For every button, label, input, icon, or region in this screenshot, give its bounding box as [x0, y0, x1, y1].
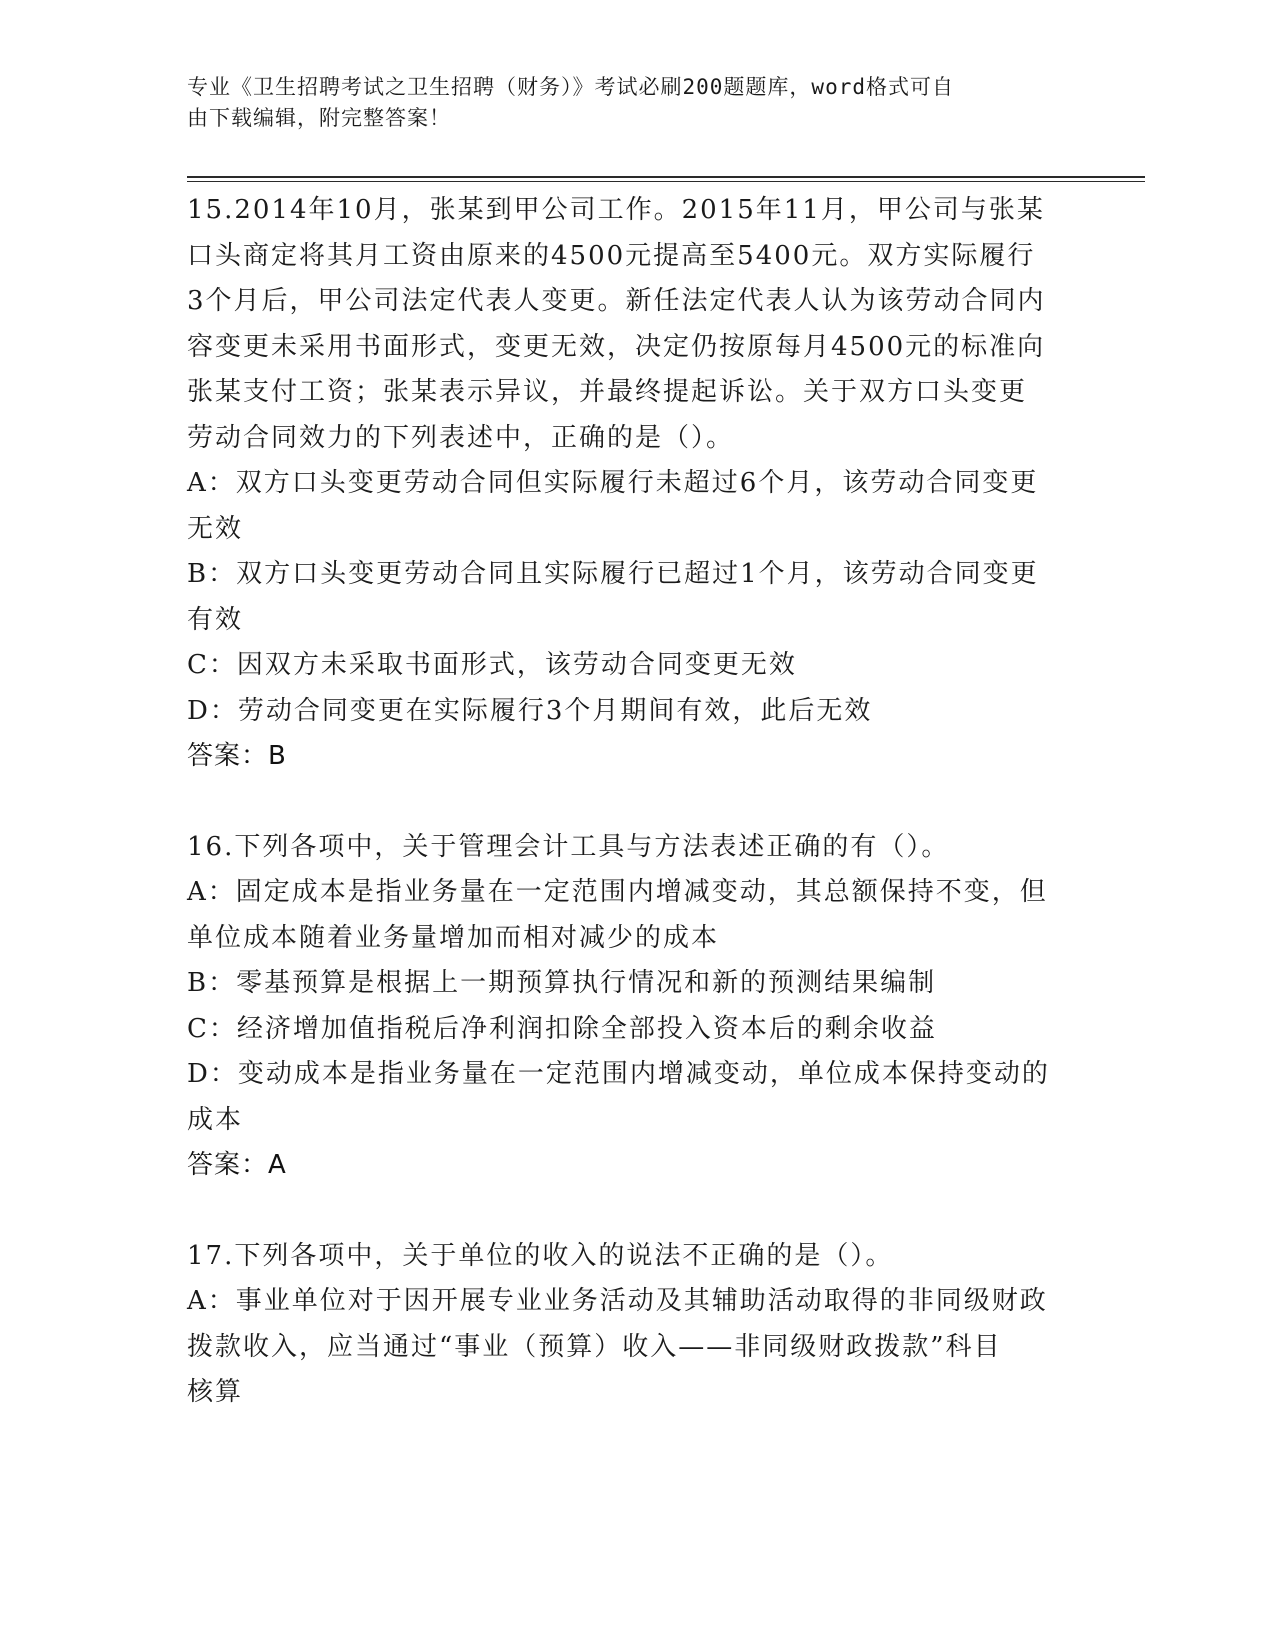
question-stem-line: 张某支付工资；张某表示异议，并最终提起诉讼。关于双方口头变更 — [187, 377, 1028, 407]
answer-label: 答案：B — [187, 741, 287, 771]
option-a: A：事业单位对于因开展专业业务活动及其辅助活动取得的非同级财政 — [187, 1286, 1048, 1316]
question-stem-line: 15.2014年10月，张某到甲公司工作。2015年11月，甲公司与张某 — [187, 195, 1045, 225]
option-a-cont: 无效 — [187, 513, 244, 544]
option-b-cont: 有效 — [187, 604, 244, 635]
question-spacer — [187, 1189, 1077, 1234]
document-header — [187, 72, 1067, 134]
answer-label: 答案：A — [187, 1150, 287, 1180]
question-stem-line: 容变更未采用书面形式，变更无效，决定仍按原每月4500元的标准向 — [187, 331, 1046, 362]
header-divider-thin — [187, 181, 1145, 182]
header-line-1: 专业《卫生招聘考试之卫生招聘（财务）》考试必刷200题题库，word格式可自 — [187, 75, 954, 99]
option-d: D：劳动合同变更在实际履行3个月期间有效，此后无效 — [187, 695, 873, 726]
option-b: B：零基预算是根据上一期预算执行情况和新的预测结果编制 — [187, 968, 937, 998]
question-stem-line: 3个月后，甲公司法定代表人变更。新任法定代表人认为该劳动合同内 — [187, 286, 1046, 316]
question-15 — [187, 188, 1077, 780]
question-stem-line: 劳动合同效力的下列表述中，正确的是（）。 — [187, 422, 735, 453]
option-a-cont: 核算 — [187, 1377, 244, 1407]
question-stem-line: 口头商定将其月工资由原来的4500元提高至5400元。双方实际履行 — [187, 240, 1036, 271]
question-list — [187, 188, 1077, 1416]
option-c: C：经济增加值指税后净利润扣除全部投入资本后的剩余收益 — [187, 1013, 937, 1044]
option-a: A：双方口头变更劳动合同但实际履行未超过6个月，该劳动合同变更 — [187, 468, 1039, 498]
question-16 — [187, 825, 1077, 1189]
question-spacer — [187, 780, 1077, 825]
question-17 — [187, 1234, 1077, 1416]
header-divider — [187, 176, 1145, 178]
header-line-2: 由下载编辑，附完整答案！ — [187, 106, 451, 130]
option-d: D：变动成本是指业务量在一定范围内增减变动，单位成本保持变动的 — [187, 1059, 1050, 1089]
option-b: B：双方口头变更劳动合同且实际履行已超过1个月，该劳动合同变更 — [187, 559, 1039, 589]
option-c: C：因双方未采取书面形式，该劳动合同变更无效 — [187, 650, 797, 680]
question-stem-line: 17.下列各项中，关于单位的收入的说法不正确的是（）。 — [187, 1240, 894, 1271]
option-a: A：固定成本是指业务量在一定范围内增减变动，其总额保持不变，但 — [187, 877, 1048, 907]
option-a-cont: 单位成本随着业务量增加而相对减少的成本 — [187, 922, 720, 953]
question-stem-line: 16.下列各项中，关于管理会计工具与方法表述正确的有（）。 — [187, 831, 950, 862]
option-a-cont: 拨款收入，应当通过“事业（预算）收入——非同级财政拨款”科目 — [187, 1331, 1002, 1362]
option-d-cont: 成本 — [187, 1104, 244, 1135]
